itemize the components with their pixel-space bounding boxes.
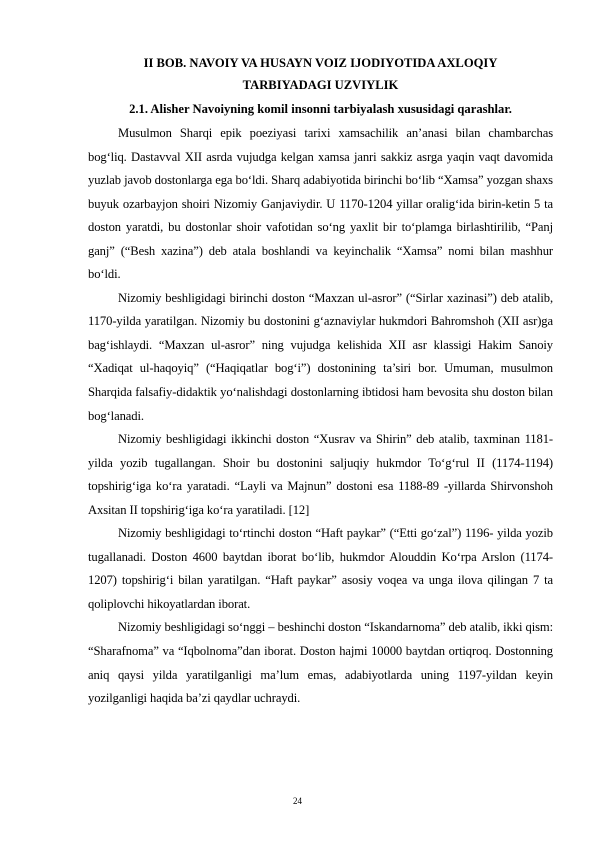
paragraph-4: Nizomiy beshligidagi to‘rtinchi doston “Haft paykar” (“Etti go‘zal”) 1196- yilda yozib tugallanadi. Doston 4600 baytdan iborat bo‘lib, hukmdor Alouddin Ko‘rpa Arslon (1174-1207) topshirig‘i bilan yaratilgan. “Haft paykar” asosiy voqea va unga ilova qilingan 7 ta qoliplovchi hikoyatlardan iborat. xyxy=(88,526,553,611)
section-title: 2.1. Alisher Navoiyning komil insonni tarbiyalash xususidagi qarashlar. xyxy=(129,102,512,116)
chapter-title-line-1: II BOB. NAVOIY VA HUSAYN VOIZ IJODIYOTIDA AXLOQIY xyxy=(143,56,498,70)
page-number: 24 xyxy=(293,796,302,806)
paragraph-3: Nizomiy beshligidagi ikkinchi doston “Xusrav va Shirin” deb atalib, taxminan 1181-yilda yozib tugallangan. Shoir bu dostonini saljuqiy hukmdor To‘g‘rul II (1174-1194) topshirig‘iga ko‘ra yaratadi. “Layli va Majnun” dostoni esa 1188-89 -yillarda Shirvonshoh Axsitan II topshirig‘iga ko‘ra yaratiladi. [12] xyxy=(88,432,553,517)
paragraph-2: Nizomiy beshligidagi birinchi doston “Maxzan ul-asror” (“Sirlar xazinasi”) deb atalib, 1170-yilda yaratilgan. Nizomiy bu dostonini g‘aznaviylar hukmdori Bahromshoh (XII asr)ga bag‘ishlaydi. “Maxzan ul-asror” ning vujudga kelishida XII asr klassigi Hakim Sanoiy “Xadiqat ul-haqoyiq” (“Haqiqatlar bog‘i”) dostonining ta’siri bor. Umuman, musulmon Sharqida falsafiy-didaktik yo‘nalishdagi dostonlarning ibtidosi ham bevosita shu doston bilan bog‘lanadi. xyxy=(88,290,553,423)
paragraph-5: Nizomiy beshligidagi so‘nggi – beshinchi doston “Iskandarnoma” deb atalib, ikki qism: “Sharafnoma” va “Iqbolnoma”dan iborat. Doston hajmi 10000 baytdan ortiqroq. Dostonning aniq qaysi yilda yaratilganligi ma’lum emas, adabiyotlarda uning 1197-yildan keyin yozilganligi haqida ba’zi qaydlar uchraydi. xyxy=(88,620,553,706)
paragraph-1: Musulmon Sharqi epik poeziyasi tarixi xamsachilik an’anasi bilan chambarchas bog‘liq. Dastavval XII asrda vujudga kelgan xamsa janri sakkiz asrga yaqin vaqt davomida yuzlab javob dostonlarga ega bo‘ldi. Sharq adabiyotida birinchi bo‘lib “Xamsa” yozgan shaxs buyuk ozarbayjon shoiri Nizomiy Ganjaviydir. U 1170-1204 yillar oralig‘ida birin-ketin 5 ta doston yaratdi, bu dostonlar shoir vafotidan so‘ng yaxlit bir to‘plamga birlashtirilib, “Panj ganj” (“Besh xazina”) deb atala boshlandi va keyinchalik “Xamsa” nomi bilan mashhur bo‘ldi. xyxy=(88,126,553,282)
body-text xyxy=(88,122,553,711)
chapter-title-line-2: TARBIYADAGI UZVIYLIK xyxy=(242,78,399,92)
